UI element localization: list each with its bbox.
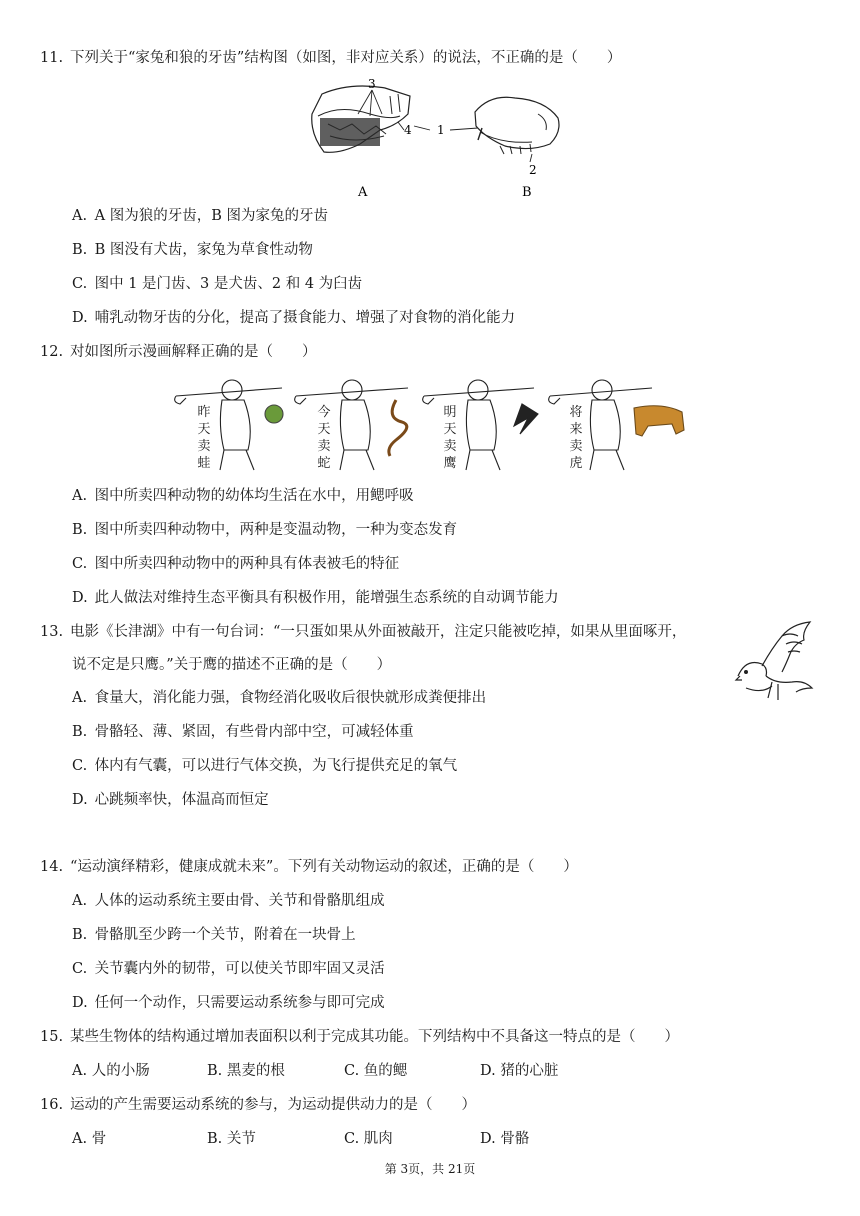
option-text: 图中所卖四种动物中的两种具有体表被毛的特征: [94, 556, 400, 572]
option-letter: A.: [72, 488, 88, 504]
option-text: 此人做法对维持生态平衡具有积极作用，能增强生态系统的自动调节能力: [94, 590, 559, 606]
option-text: 哺乳动物牙齿的分化，提高了摄食能力、增强了对食物的消化能力: [94, 310, 516, 326]
option-letter: A.: [72, 690, 88, 706]
question-stem: “运动演绎精彩，健康成就未来”。下列有关动物运动的叙述，正确的是（ ）: [70, 859, 578, 875]
option-b[interactable]: B. 黑麦的根: [207, 1063, 285, 1079]
option-c[interactable]: [72, 554, 399, 574]
question-number: 13.: [40, 624, 64, 640]
option-d[interactable]: [72, 308, 515, 328]
option-a[interactable]: [72, 891, 385, 911]
option-b[interactable]: [72, 520, 457, 540]
option-text: 骨骼肌至少跨一个关节，附着在一块骨上: [94, 927, 356, 943]
option-a[interactable]: [72, 688, 486, 708]
question-number: 16.: [40, 1097, 64, 1113]
question-11: [40, 48, 621, 68]
label-4: 4: [404, 123, 412, 137]
option-letter: D.: [72, 310, 88, 326]
skull-a: [312, 86, 410, 152]
option-letter: C.: [72, 961, 88, 977]
label-2: 2: [529, 163, 537, 177]
option-b[interactable]: [72, 240, 313, 260]
cartoon-caption-1: 昨 天 卖 蛙: [197, 405, 211, 471]
question-stem: 某些生物体的结构通过增加表面积以利于完成其功能。下列结构中不具备这一特点的是（ ）: [70, 1029, 679, 1045]
eagle-illustration: [732, 618, 818, 712]
cartoon-caption-3: 明 天 卖 鹰: [443, 405, 457, 471]
question-16: [40, 1095, 476, 1115]
option-letter: B.: [72, 522, 88, 538]
cartoon-caption-2: 今 天 卖 蛇: [317, 405, 331, 471]
option-letter: D.: [72, 995, 88, 1011]
option-letter: A.: [72, 208, 88, 224]
option-c[interactable]: [72, 274, 362, 294]
option-a[interactable]: [72, 206, 328, 226]
option-c[interactable]: [72, 959, 385, 979]
option-text: 图中 1 是门齿、3 是犬齿、2 和 4 为臼齿: [94, 276, 363, 292]
option-c[interactable]: C. 肌肉: [344, 1131, 393, 1147]
question-number: 12.: [40, 344, 64, 360]
panel-1: [175, 380, 283, 470]
option-letter: D.: [72, 792, 88, 808]
panel-2: [295, 380, 408, 470]
option-d[interactable]: D. 猪的心脏: [480, 1063, 559, 1079]
figure-label-b: B: [522, 185, 532, 200]
figure-label-a: A: [358, 185, 368, 200]
question-stem: 下列关于“家兔和狼的牙齿”结构图（如图，非对应关系）的说法，不正确的是（ ）: [70, 50, 622, 66]
skull-b: [475, 97, 559, 154]
option-letter: C.: [72, 276, 88, 292]
option-text: 图中所卖四种动物的幼体均生活在水中，用鳃呼吸: [94, 488, 414, 504]
eagle-drawing: [732, 618, 818, 712]
option-d[interactable]: [72, 588, 559, 608]
option-a[interactable]: A. 骨: [72, 1131, 107, 1147]
question-number: 11.: [40, 50, 64, 66]
option-text: 任何一个动作，只需要运动系统参与即可完成: [94, 995, 385, 1011]
option-a[interactable]: [72, 486, 414, 506]
question-14: [40, 857, 578, 877]
option-b[interactable]: [72, 722, 414, 742]
option-text: 食量大，消化能力强，食物经消化吸收后很快就形成粪便排出: [94, 690, 487, 706]
option-letter: A.: [72, 893, 88, 909]
panel-3: [423, 380, 538, 470]
option-letter: B.: [72, 927, 88, 943]
option-b[interactable]: B. 关节: [207, 1131, 256, 1147]
question-13-line-2: 说不定是只鹰。”关于鹰的描述不正确的是（ ）: [72, 657, 392, 673]
option-text: 图中所卖四种动物中，两种是变温动物，一种为变态发育: [94, 522, 458, 538]
teeth-figure: [300, 74, 570, 202]
option-text: 体内有气囊，可以进行气体交换，为飞行提供充足的氧气: [94, 758, 458, 774]
question-number: 15.: [40, 1029, 64, 1045]
cartoon-drawing: [172, 370, 692, 474]
option-d[interactable]: D. 骨骼: [480, 1131, 530, 1147]
label-1: 1: [437, 123, 445, 137]
option-letter: C.: [72, 556, 88, 572]
question-15: [40, 1027, 679, 1047]
option-text: 骨骼轻、薄、紧固，有些骨内部中空，可减轻体重: [94, 724, 414, 740]
option-text: 关节囊内外的韧带，可以使关节即牢固又灵活: [94, 961, 385, 977]
leader-lines: [358, 90, 532, 162]
teeth-diagram: [300, 74, 570, 202]
question-13: [40, 622, 686, 642]
option-letter: B.: [72, 242, 88, 258]
question-stem-line-1: 电影《长津湖》中有一句台词：“一只蛋如果从外面被敲开，注定只能被吃掉，如果从里面啄开，: [70, 624, 687, 640]
label-3: 3: [368, 77, 376, 91]
option-c[interactable]: C. 鱼的鳃: [344, 1063, 408, 1079]
option-text: A 图为狼的牙齿，B 图为家兔的牙齿: [94, 208, 328, 224]
option-letter: D.: [72, 590, 88, 606]
option-text: 心跳频率快，体温高而恒定: [94, 792, 269, 808]
option-d[interactable]: [72, 993, 385, 1013]
option-text: B 图没有犬齿，家兔为草食性动物: [94, 242, 313, 258]
question-stem: 运动的产生需要运动系统的参与，为运动提供动力的是（ ）: [70, 1097, 476, 1113]
cartoon-caption-4: 将 来 卖 虎: [569, 405, 583, 471]
page-footer: 第 3页，共 21页: [384, 1162, 476, 1176]
option-b[interactable]: [72, 925, 356, 945]
question-stem: 对如图所示漫画解释正确的是（ ）: [70, 344, 317, 360]
option-letter: C.: [72, 758, 88, 774]
question-12: [40, 342, 317, 362]
question-number: 14.: [40, 859, 64, 875]
option-c[interactable]: [72, 756, 457, 776]
cartoon-figure: [172, 370, 692, 474]
option-text: 人体的运动系统主要由骨、关节和骨骼肌组成: [94, 893, 385, 909]
option-letter: B.: [72, 724, 88, 740]
option-d[interactable]: [72, 790, 269, 810]
option-a[interactable]: A. 人的小肠: [72, 1063, 150, 1079]
